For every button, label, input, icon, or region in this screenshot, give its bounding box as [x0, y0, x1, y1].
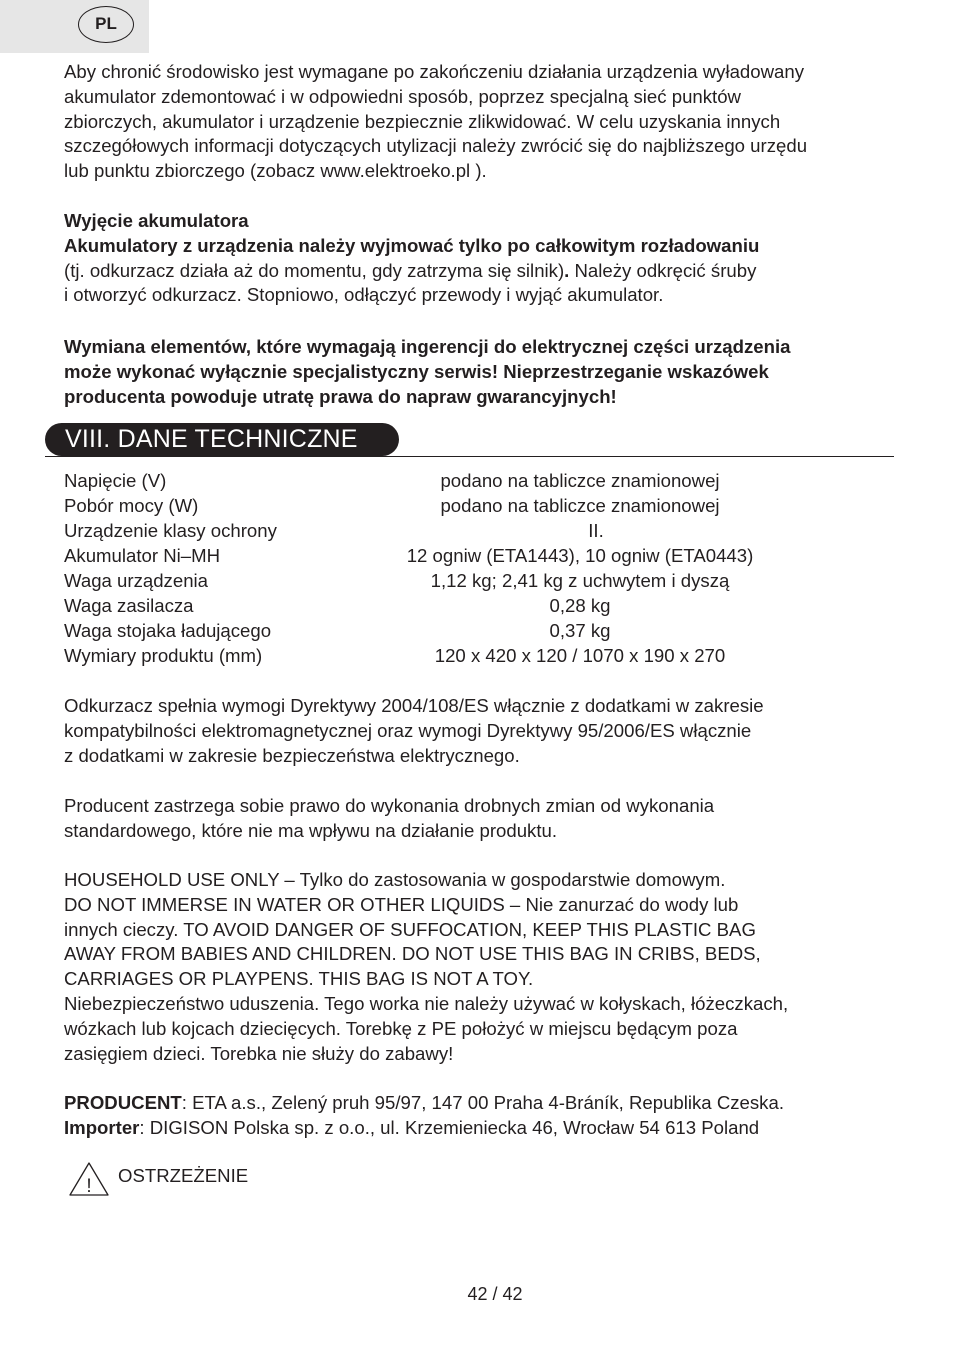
spec-value: 120 x 420 x 120 / 1070 x 190 x 270 [434, 645, 726, 666]
producer-label: PRODUCENT [64, 1092, 182, 1113]
battery-removal-line: i otworzyć odkurzacz. Stopniowo, odłączyć przewody i wyjąć akumulator. [64, 284, 664, 306]
spec-row [64, 569, 894, 594]
page-number: 42 / 42 [467, 1284, 523, 1304]
spec-value: II. [588, 520, 604, 541]
importer-text: : DIGISON Polska sp. z o.o., ul. Krzemieniecka 46, Wrocław 54 613 Poland [139, 1116, 760, 1138]
paragraph-line: Aby chronić środowisko jest wymagane po zakończeniu działania urządzenia wyładowany [64, 61, 805, 82]
spec-label: Napięcie (V) [64, 470, 167, 491]
paragraph-line: może wykonać wyłącznie specjalistyczny serwis! Nieprzestrzeganie wskazówek [64, 360, 769, 382]
paragraph-line: CARRIAGES OR PLAYPENS. THIS BAG IS NOT A TOY. [64, 968, 534, 990]
battery-removal-period: . [564, 259, 570, 281]
producer-line [64, 1091, 894, 1116]
paragraph-line: Producent zastrzega sobie prawo do wykonania drobnych zmian od wykonania [64, 795, 715, 816]
producer-text: : ETA a.s., Zelený pruh 95/97, 147 00 Praha 4-Bráník, Republika Czeska. [181, 1092, 784, 1113]
paragraph-line: HOUSEHOLD USE ONLY – Tylko do zastosowania w gospodarstwie domowym. [64, 869, 726, 890]
paragraph-line: akumulator zdemontować i w odpowiedni sposób, poprzez specjalną sieć punktów [64, 85, 741, 107]
section-divider [45, 456, 894, 457]
spec-value: podano na tabliczce znamionowej [440, 495, 720, 516]
spec-value: 0,28 kg [549, 595, 611, 616]
paragraph-line: lub punktu zbiorczego (zobacz www.elektroeko.pl ). [64, 160, 487, 182]
spec-label: Pobór mocy (W) [64, 495, 199, 516]
spec-label: Waga stojaka ładującego [64, 620, 272, 641]
paragraph-line: producenta powoduje utratę prawa do napraw gwarancyjnych! [64, 385, 617, 407]
battery-removal-section [64, 209, 894, 308]
paragraph-line: DO NOT IMMERSE IN WATER OR OTHER LIQUIDS – Nie zanurzać do wody lub [64, 893, 739, 915]
section-heading: VIII. DANE TECHNICZNE [45, 423, 399, 456]
spec-label: Waga urządzenia [64, 570, 209, 591]
warning-label: OSTRZEŻENIE [118, 1165, 249, 1186]
warning-triangle-icon [68, 1161, 110, 1197]
warning-glyph: ! [86, 1176, 92, 1197]
paragraph-line: szczegółowych informacji dotyczących utylizacji należy zwrócić się do najbliższego urzędu [64, 135, 808, 157]
spec-row [64, 469, 894, 494]
paragraph-line: Wymiana elementów, które wymagają ingerencji do elektrycznej części urządzenia [64, 336, 791, 357]
paragraph-line: zasięgiem dzieci. Torebka nie służy do zabawy! [64, 1042, 454, 1064]
disposal-paragraph [64, 60, 894, 184]
spec-label: Wymiary produktu (mm) [64, 645, 263, 666]
importer-line [64, 1116, 894, 1141]
contacts-block [64, 1091, 894, 1141]
battery-removal-line [64, 259, 894, 284]
spec-label: Akumulator Ni–MH [64, 545, 221, 566]
spec-label: Waga zasilacza [64, 595, 194, 616]
directive-paragraph [64, 694, 894, 768]
household-paragraph [64, 868, 894, 1066]
spec-label: Urządzenie klasy ochrony [64, 520, 277, 541]
spec-row [64, 619, 894, 644]
changes-paragraph [64, 794, 894, 844]
paragraph-line: innych cieczy. TO AVOID DANGER OF SUFFOCATION, KEEP THIS PLASTIC BAG [64, 918, 756, 940]
spec-value: 12 ogniw (ETA1443), 10 ogniw (ETA0443) [406, 545, 754, 566]
paragraph-line: Odkurzacz spełnia wymogi Dyrektywy 2004/108/ES włącznie z dodatkami w zakresie [64, 695, 764, 716]
spec-value: podano na tabliczce znamionowej [440, 470, 720, 491]
spec-value: 1,12 kg; 2,41 kg z uchwytem i dyszą [430, 570, 730, 591]
service-warning-paragraph [64, 335, 894, 409]
paragraph-line: kompatybilności elektromagnetycznej oraz wymogi Dyrektywy 95/2006/ES włącznie [64, 719, 752, 741]
spec-row [64, 644, 894, 669]
paragraph-line: zbiorczych, akumulator i urządzenie bezpiecznie zlikwidować. W celu uzyskania innych [64, 110, 781, 132]
spec-value: 0,37 kg [549, 620, 611, 641]
battery-removal-text: Należy odkręcić śruby [569, 259, 757, 281]
language-badge: PL [78, 6, 134, 43]
battery-removal-heading: Wyjęcie akumulatora [64, 210, 249, 231]
spec-row [64, 594, 894, 619]
spec-row [64, 519, 894, 544]
battery-removal-bold-line: Akumulatory z urządzenia należy wyjmować tylko po całkowitym rozładowaniu [64, 234, 760, 256]
paragraph-line: AWAY FROM BABIES AND CHILDREN. DO NOT USE THIS BAG IN CRIBS, BEDS, [64, 943, 761, 965]
language-tab [0, 0, 149, 53]
paragraph-line: standardowego, które nie ma wpływu na działanie produktu. [64, 819, 558, 841]
paragraph-line: Niebezpieczeństwo uduszenia. Tego worka nie należy używać w kołyskach, łóżeczkach, [64, 992, 789, 1014]
spec-row [64, 494, 894, 519]
importer-label: Importer [64, 1116, 140, 1138]
battery-removal-text: (tj. odkurzacz działa aż do momentu, gdy zatrzyma się silnik) [64, 259, 565, 281]
paragraph-line: z dodatkami w zakresie bezpieczeństwa elektrycznego. [64, 744, 520, 766]
spec-row [64, 544, 894, 569]
paragraph-line: wózkach lub kojcach dziecięcych. Torebkę z PE położyć w miejscu będącym poza [64, 1017, 738, 1039]
